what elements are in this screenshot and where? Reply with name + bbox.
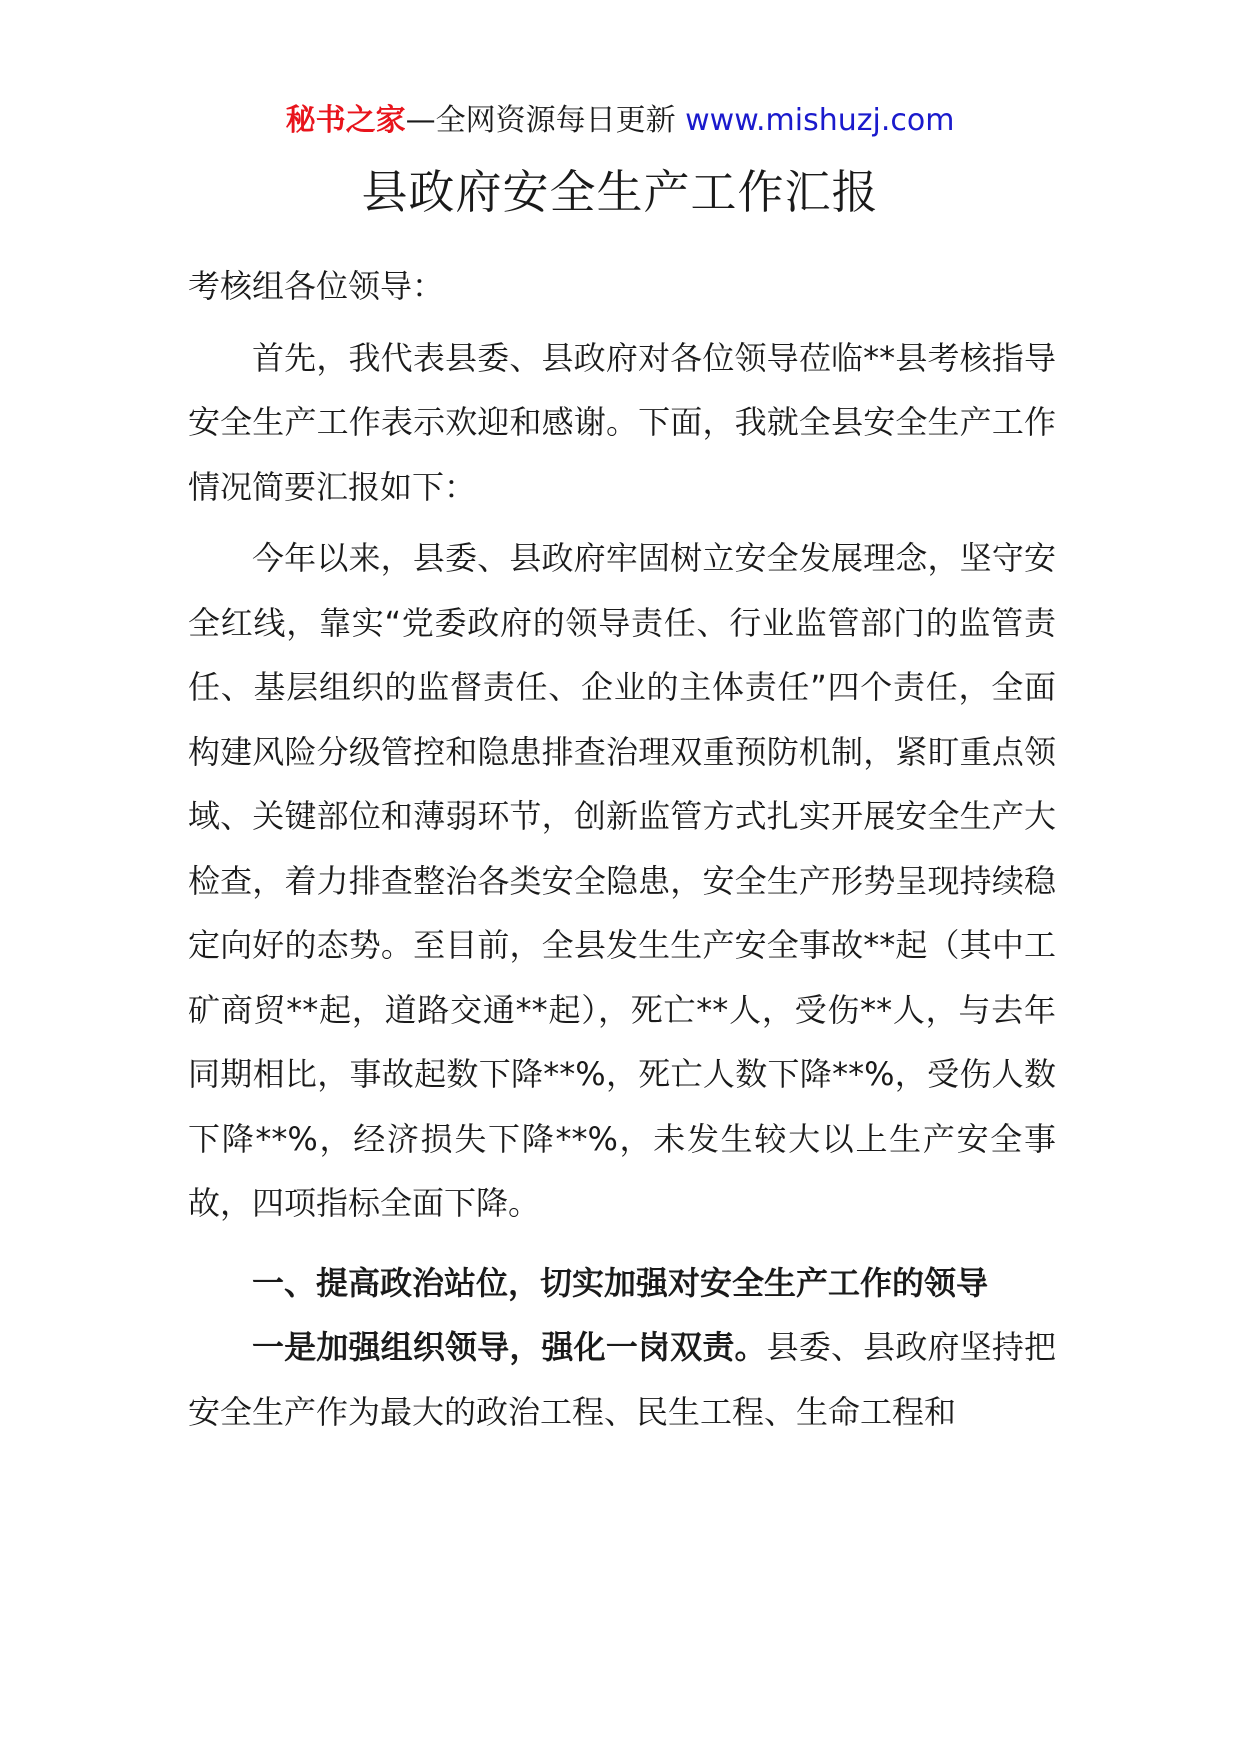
paragraph-body-text: 县委、县政府坚持把安全生产作为最大的政治工程、民生工程、生命工程和 [188,1328,1056,1431]
paragraph-section-1 [188,1315,1056,1444]
document-body [188,254,1056,1444]
site-tagline: —全网资源每日更新 [405,103,686,138]
site-url-link[interactable]: www.mishuzj.com [685,103,955,138]
paragraph-lead-bold: 一是加强组织领导，强化一岗双责。 [252,1328,767,1366]
site-header-banner [0,101,1240,141]
salutation: 考核组各位领导： [188,267,445,305]
paragraph-overview: 今年以来，县委、县政府牢固树立安全发展理念，坚守安全红线，靠实“党委政府的领导责任、行业监管部门的监管责任、基层组织的监督责任、企业的主体责任”四个责任，全面构建风险分级管控和隐患排查治理双重预防机制，紧盯重点领域、关键部位和薄弱环节，创新监管方式扎实开展安全生产大检查，着力排查整治各类安全隐患，安全生产形势呈现持续稳定向好的态势。至目前，全县发生生产安全事故**起（其中工矿商贸**起，道路交通**起），死亡**人，受伤**人，与去年同期相比，事故起数下降**%，死亡人数下降**%，受伤人数下降**%，经济损失下降**%，未发生较大以上生产安全事故，四项指标全面下降。 [188,539,1056,1222]
paragraph-intro: 首先，我代表县委、县政府对各位领导莅临**县考核指导安全生产工作表示欢迎和感谢。下面，我就全县安全生产工作情况简要汇报如下： [188,338,1056,506]
document-title: 县政府安全生产工作汇报 [361,165,879,219]
section-heading-1: 一、提高政治站位，切实加强对安全生产工作的领导 [252,1263,989,1302]
brand-name: 秘书之家 [285,103,406,138]
